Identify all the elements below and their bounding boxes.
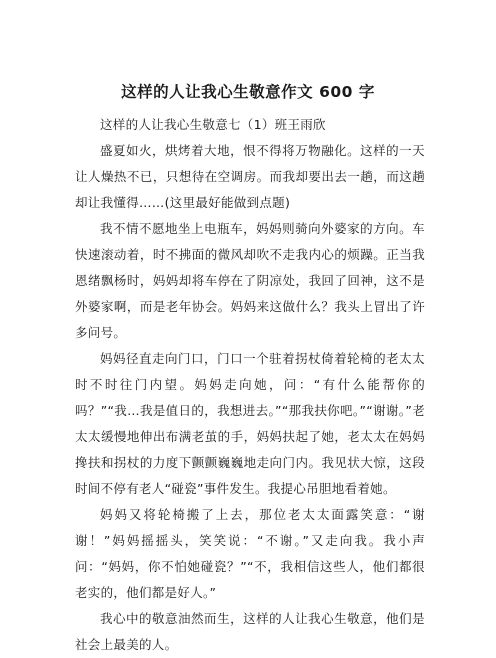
article-paragraph: 我心中的敬意油然而生，这样的人让我心生敬意，他们是社会上最美的人。 <box>75 611 425 652</box>
article-byline: 这样的人让我心生敬意七（1）班王雨欣 <box>100 117 326 132</box>
article-paragraph: 盛夏如火，烘烤着大地，恨不得将万物融化。这样的一天让人燥热不已，只想待在空调房。而我却要出去一趟，而这趟却让我懂得……(这里最好能做到点题) <box>75 143 425 210</box>
article-paragraph: 我不情不愿地坐上电瓶车，妈妈则骑向外婆家的方向。车快速滚动着，时不拂面的微风却吹不走我内心的烦躁。正当我恩绪飘杨时，妈妈却将车停在了阴凉处，我回了回神，这不是外婆家啊，而是老年协会。妈妈来这做什么？我头上冒出了许多问号。 <box>75 221 425 340</box>
article-title: 这样的人让我心生敬意作文 600 字 <box>121 83 375 101</box>
article-body <box>75 112 425 658</box>
article-paragraph: 妈妈又将轮椅搬了上去，那位老太太面露笑意：“谢谢！”妈妈摇摇头，笑笑说：“不谢。”又走向我。我小声问：“妈妈，你不怕她碰瓷？”“不，我相信这些人，他们都很老实的，他们都是好人。” <box>75 507 425 600</box>
article-paragraph: 妈妈径直走向门口，门口一个驻着拐杖倚着轮椅的老太太时不时往门内望。妈妈走向她，问：“有什么能帮你的吗？”“我…我是值日的，我想进去。”“那我扶你吧。”“谢谢。”老太太缓慢地伸出布满老茧的手，妈妈扶起了她，老太太在妈妈搀扶和拐杖的力度下颤颤巍巍地走向门内。我见状大惊，这段时间不停有老人“碰瓷”事件发生。我提心吊胆地看着她。 <box>75 351 425 496</box>
